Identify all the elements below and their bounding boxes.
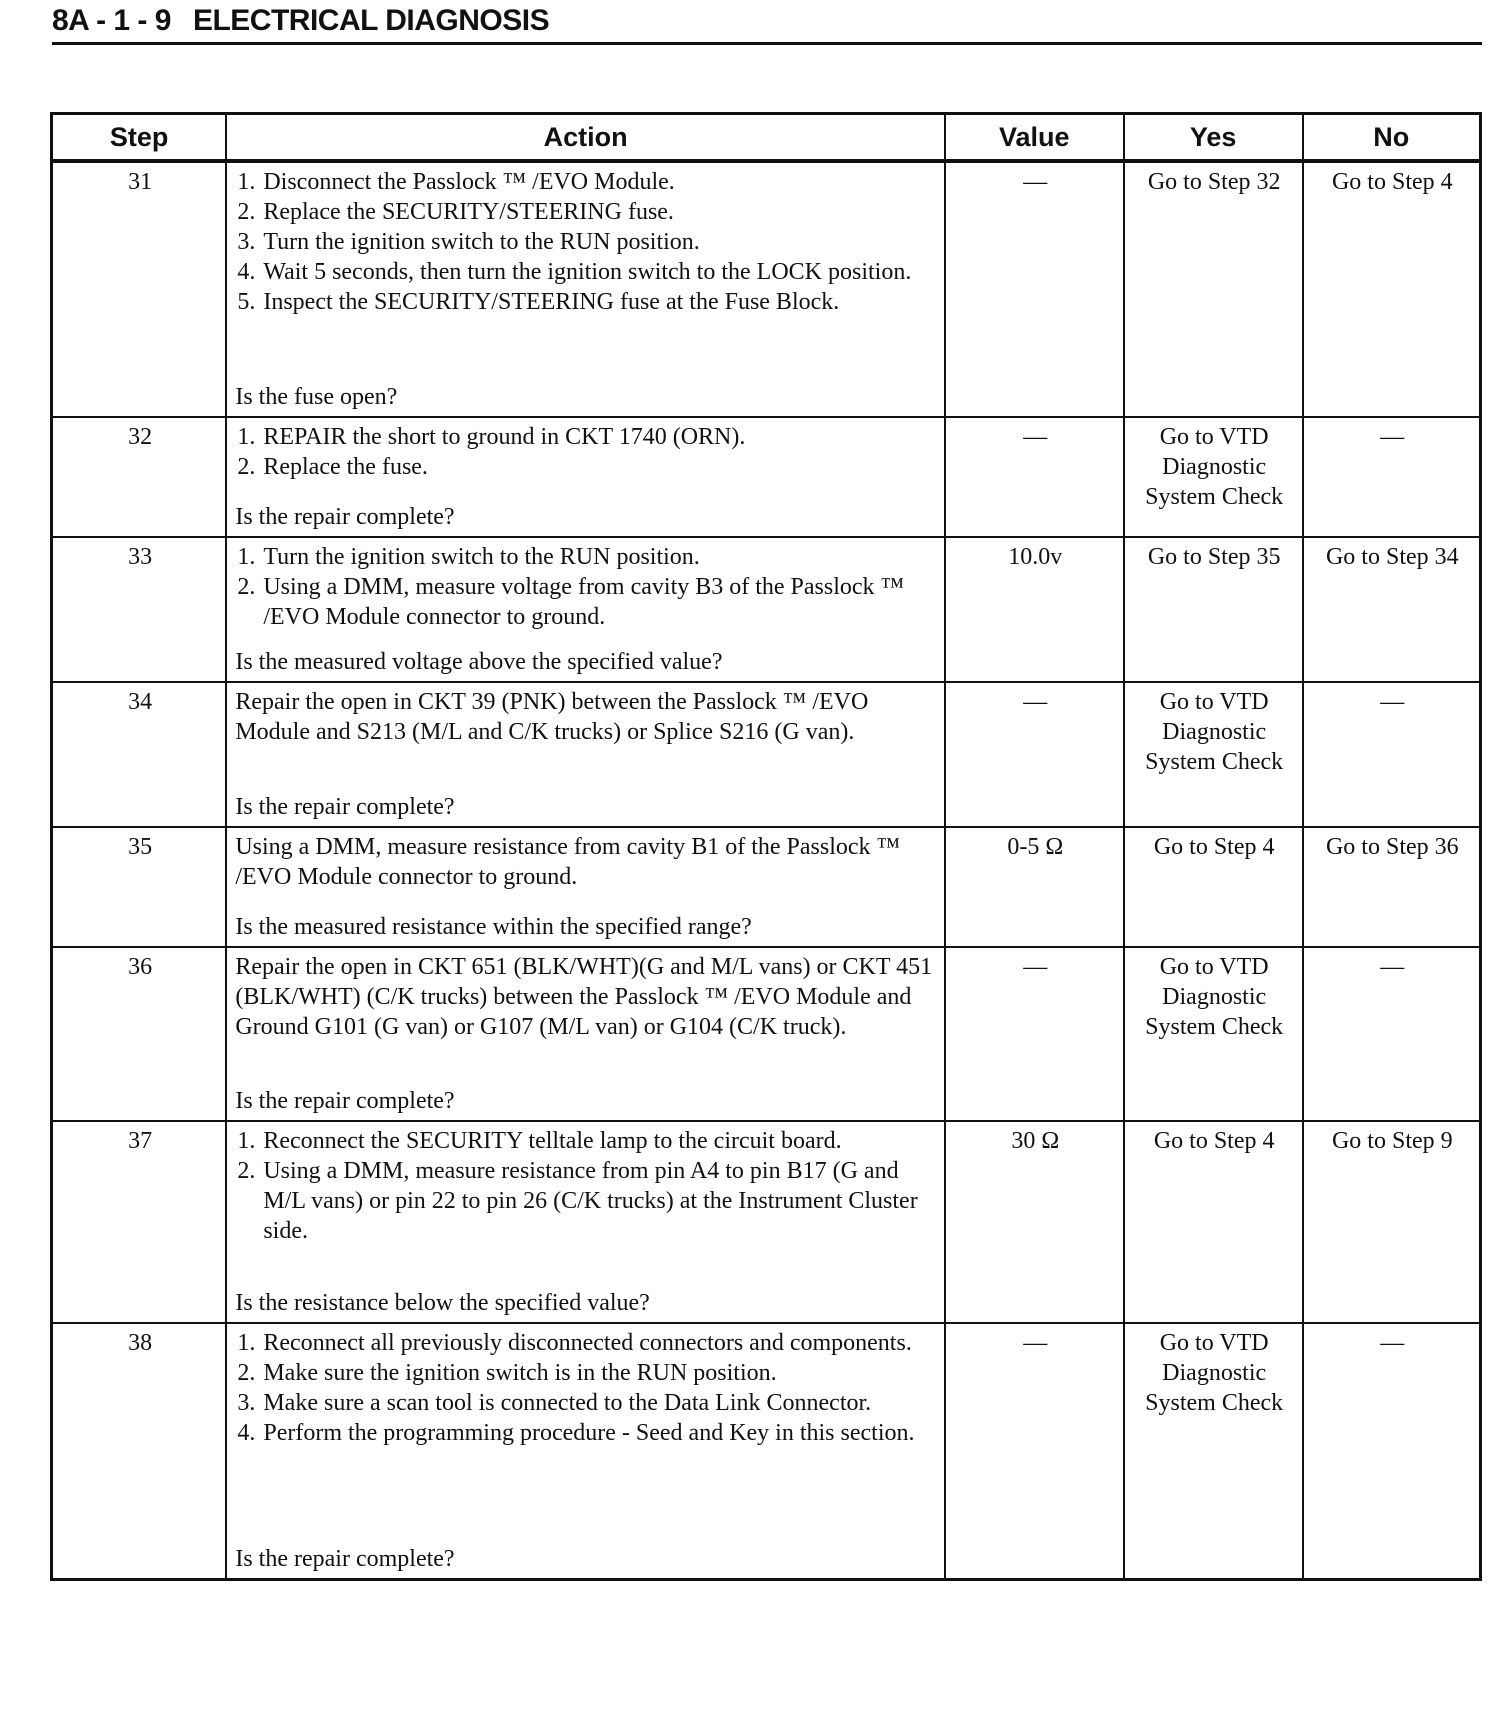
section-number: 8A - 1 - 9 [52, 4, 171, 37]
column-header-step: Step [52, 114, 227, 162]
action-cell [226, 827, 945, 947]
action-item: 2. Using a DMM, measure resistance from pin A4 to pin B17 (G and M/L vans) or pin 22 to pin 26 (C/K trucks) at the Instrument Cluster side. [261, 1156, 938, 1246]
action-item: 2. Replace the SECURITY/STEERING fuse. [261, 197, 938, 227]
value-cell: — [945, 1323, 1124, 1579]
action-text: Repair the open in CKT 39 (PNK) between the Passlock ™ /EVO Module and S213 (M/L and C/K trucks) or Splice S216 (G van). [235, 689, 869, 745]
action-item: 1. Turn the ignition switch to the RUN position. [261, 542, 938, 572]
action-cell [226, 947, 945, 1121]
action-cell [226, 537, 945, 682]
action-question: Is the measured resistance within the specified range? [235, 914, 752, 940]
no-cell: Go to Step 34 [1303, 537, 1481, 682]
no-cell: — [1303, 417, 1481, 537]
yes-cell: Go to VTD Diagnostic System Check [1124, 417, 1303, 537]
yes-cell: Go to Step 4 [1124, 1121, 1303, 1323]
yes-cell: Go to VTD Diagnostic System Check [1124, 947, 1303, 1121]
table-header-row [52, 114, 1481, 162]
table-row [52, 417, 1481, 537]
step-number: 33 [52, 537, 227, 682]
table-row [52, 1121, 1481, 1323]
action-cell [226, 417, 945, 537]
value-cell: — [945, 682, 1124, 827]
step-number: 36 [52, 947, 227, 1121]
yes-cell: Go to VTD Diagnostic System Check [1124, 682, 1303, 827]
action-list [235, 422, 938, 482]
action-item: 1. Reconnect the SECURITY telltale lamp to the circuit board. [261, 1126, 938, 1156]
action-list [235, 167, 938, 317]
no-cell: Go to Step 9 [1303, 1121, 1481, 1323]
page-header [52, 2, 1482, 45]
action-text: Repair the open in CKT 651 (BLK/WHT)(G and M/L vans) or CKT 451 (BLK/WHT) (C/K trucks) between the Passlock ™ /EVO Module and Ground G101 (G van) or G107 (M/L van) or G104 (C/K truck). [235, 954, 933, 1040]
action-question: Is the repair complete? [235, 1088, 455, 1114]
action-item: 1. Reconnect all previously disconnected connectors and components. [261, 1328, 938, 1358]
no-cell: — [1303, 1323, 1481, 1579]
action-cell [226, 161, 945, 417]
action-question: Is the repair complete? [235, 794, 455, 820]
action-item: 4. Perform the programming procedure - Seed and Key in this section. [261, 1418, 938, 1448]
action-cell [226, 1323, 945, 1579]
action-question: Is the repair complete? [235, 1545, 455, 1572]
action-item: 3. Turn the ignition switch to the RUN position. [261, 227, 938, 257]
step-number: 38 [52, 1323, 227, 1579]
step-number: 31 [52, 161, 227, 417]
table-row [52, 947, 1481, 1121]
action-list [235, 1328, 938, 1448]
action-text: Using a DMM, measure resistance from cavity B1 of the Passlock ™ /EVO Module connector to ground. [235, 834, 901, 890]
column-header-no: No [1303, 114, 1481, 162]
value-cell: 10.0v [945, 537, 1124, 682]
no-cell: Go to Step 36 [1303, 827, 1481, 947]
no-cell: Go to Step 4 [1303, 161, 1481, 417]
diagnosis-table [50, 112, 1482, 1581]
section-title: ELECTRICAL DIAGNOSIS [192, 4, 550, 37]
value-cell: — [945, 417, 1124, 537]
action-cell [226, 682, 945, 827]
table-row [52, 827, 1481, 947]
table-row [52, 1323, 1481, 1579]
value-cell: — [945, 947, 1124, 1121]
action-cell [226, 1121, 945, 1323]
yes-cell: Go to Step 32 [1124, 161, 1303, 417]
step-number: 37 [52, 1121, 227, 1323]
action-item: 2. Make sure the ignition switch is in the RUN position. [261, 1358, 938, 1388]
step-number: 35 [52, 827, 227, 947]
action-item: 2. Using a DMM, measure voltage from cavity B3 of the Passlock ™ /EVO Module connector to ground. [261, 572, 938, 632]
action-question: Is the repair complete? [235, 504, 455, 530]
yes-cell: Go to VTD Diagnostic System Check [1124, 1323, 1303, 1579]
action-item: 1. Disconnect the Passlock ™ /EVO Module. [261, 167, 938, 197]
action-list [235, 1126, 938, 1246]
table-row [52, 682, 1481, 827]
action-item: 2. Replace the fuse. [261, 452, 938, 482]
value-cell: 0-5 Ω [945, 827, 1124, 947]
action-question: Is the fuse open? [235, 384, 398, 410]
table-row [52, 161, 1481, 417]
action-question: Is the resistance below the specified value? [235, 1290, 650, 1316]
step-number: 32 [52, 417, 227, 537]
yes-cell: Go to Step 35 [1124, 537, 1303, 682]
action-item: 3. Make sure a scan tool is connected to the Data Link Connector. [261, 1388, 938, 1418]
value-cell: 30 Ω [945, 1121, 1124, 1323]
action-question: Is the measured voltage above the specified value? [235, 649, 723, 675]
no-cell: — [1303, 947, 1481, 1121]
action-item: 4. Wait 5 seconds, then turn the ignition switch to the LOCK position. [261, 257, 938, 287]
column-header-value: Value [945, 114, 1124, 162]
column-header-action: Action [226, 114, 945, 162]
action-list [235, 542, 938, 632]
table-row [52, 537, 1481, 682]
action-item: 5. Inspect the SECURITY/STEERING fuse at the Fuse Block. [261, 287, 938, 317]
no-cell: — [1303, 682, 1481, 827]
value-cell: — [945, 161, 1124, 417]
step-number: 34 [52, 682, 227, 827]
column-header-yes: Yes [1124, 114, 1303, 162]
action-item: 1. REPAIR the short to ground in CKT 1740 (ORN). [261, 422, 938, 452]
yes-cell: Go to Step 4 [1124, 827, 1303, 947]
